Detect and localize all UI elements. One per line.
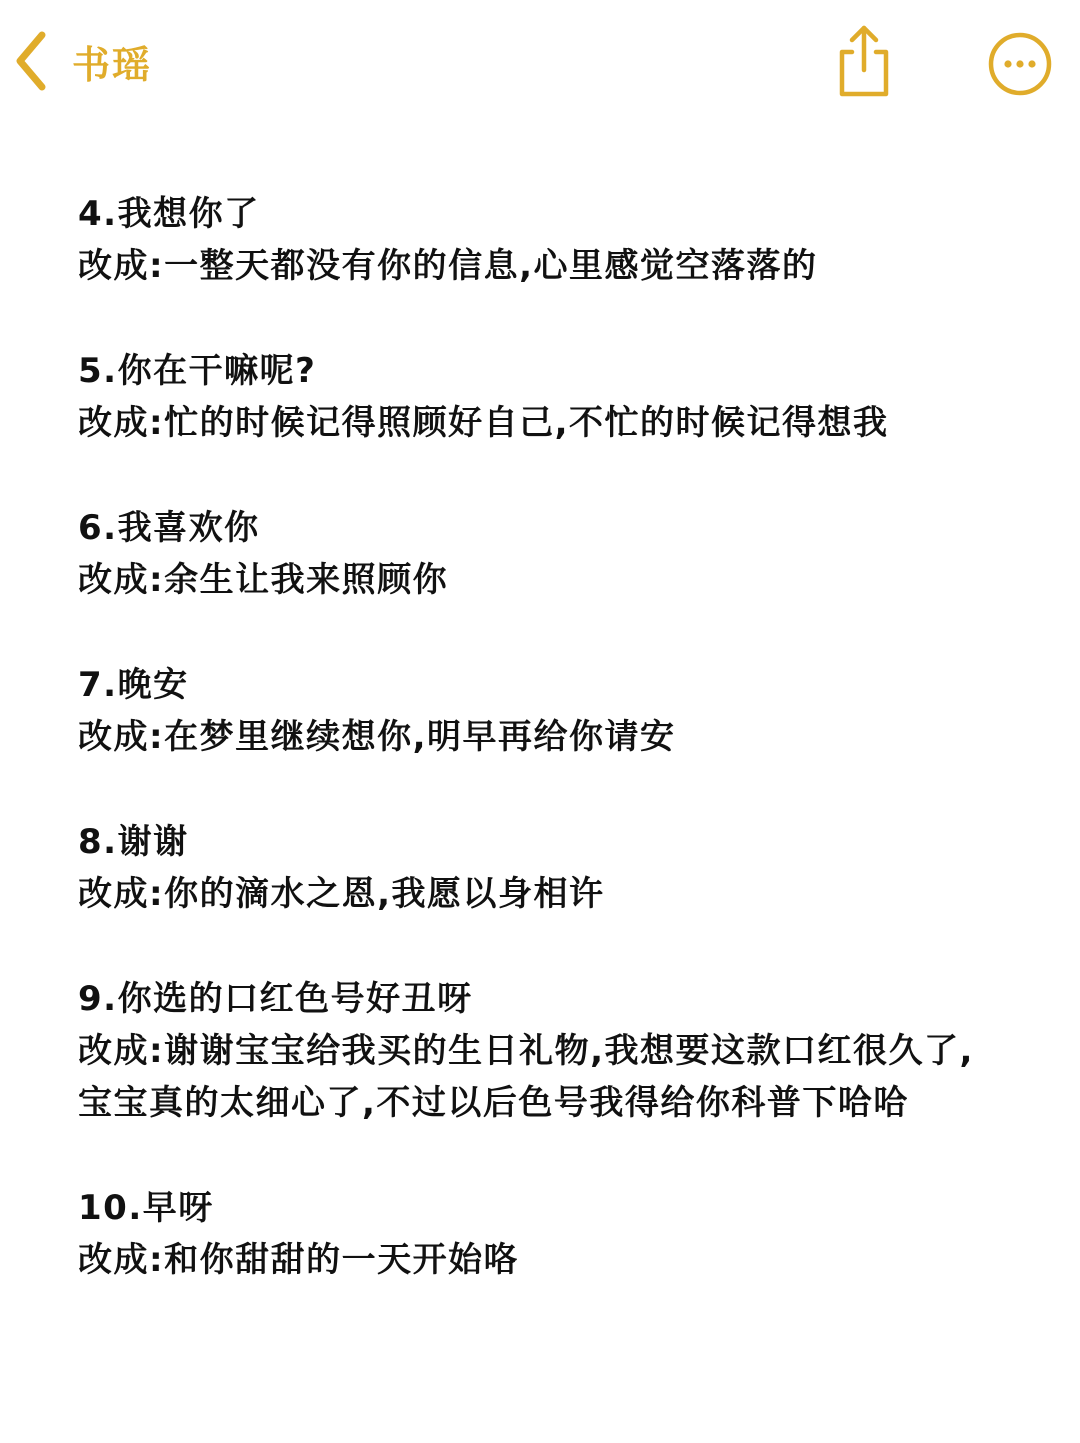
- more-icon: [986, 83, 1054, 102]
- note-entry: [78, 502, 1008, 606]
- entry-reply: 改成:你的滴水之恩,我愿以身相许: [78, 874, 605, 914]
- back-button[interactable]: [10, 26, 152, 96]
- share-icon: [830, 85, 898, 104]
- entry-reply: 改成:谢谢宝宝给我买的生日礼物,我想要这款口红很久了,宝宝真的太细心了,不过以后色号我得给你科普下哈哈: [78, 1031, 974, 1123]
- entry-reply: 改成:在梦里继续想你,明早再给你请安: [78, 717, 676, 757]
- note-entry: [78, 1182, 1008, 1286]
- entry-title: 8.谢谢: [78, 822, 189, 862]
- note-entry: [78, 188, 1008, 292]
- entry-reply: 改成:忙的时候记得照顾好自己,不忙的时候记得想我: [78, 403, 889, 443]
- more-button[interactable]: [986, 30, 1054, 98]
- note-entry: [78, 659, 1008, 763]
- note-entry: [78, 345, 1008, 449]
- note-entry: [78, 973, 1008, 1129]
- entry-reply: 改成:一整天都没有你的信息,心里感觉空落落的: [78, 246, 818, 286]
- entry-title: 4.我想你了: [78, 194, 260, 234]
- back-label: 书瑶: [72, 42, 153, 87]
- entry-title: 5.你在干嘛呢?: [78, 351, 317, 391]
- note-entry: [78, 816, 1008, 920]
- share-button[interactable]: [830, 20, 898, 100]
- entry-title: 10.早呀: [78, 1188, 214, 1228]
- entry-title: 6.我喜欢你: [78, 508, 260, 548]
- entry-reply: 改成:余生让我来照顾你: [78, 560, 449, 600]
- entry-title: 9.你选的口红色号好丑呀: [78, 979, 473, 1019]
- chevron-left-icon: [10, 29, 50, 93]
- entry-title: 7.晚安: [78, 665, 189, 705]
- note-body[interactable]: [78, 188, 1008, 1339]
- navigation-bar: [0, 0, 1080, 130]
- entry-reply: 改成:和你甜甜的一天开始咯: [78, 1240, 520, 1280]
